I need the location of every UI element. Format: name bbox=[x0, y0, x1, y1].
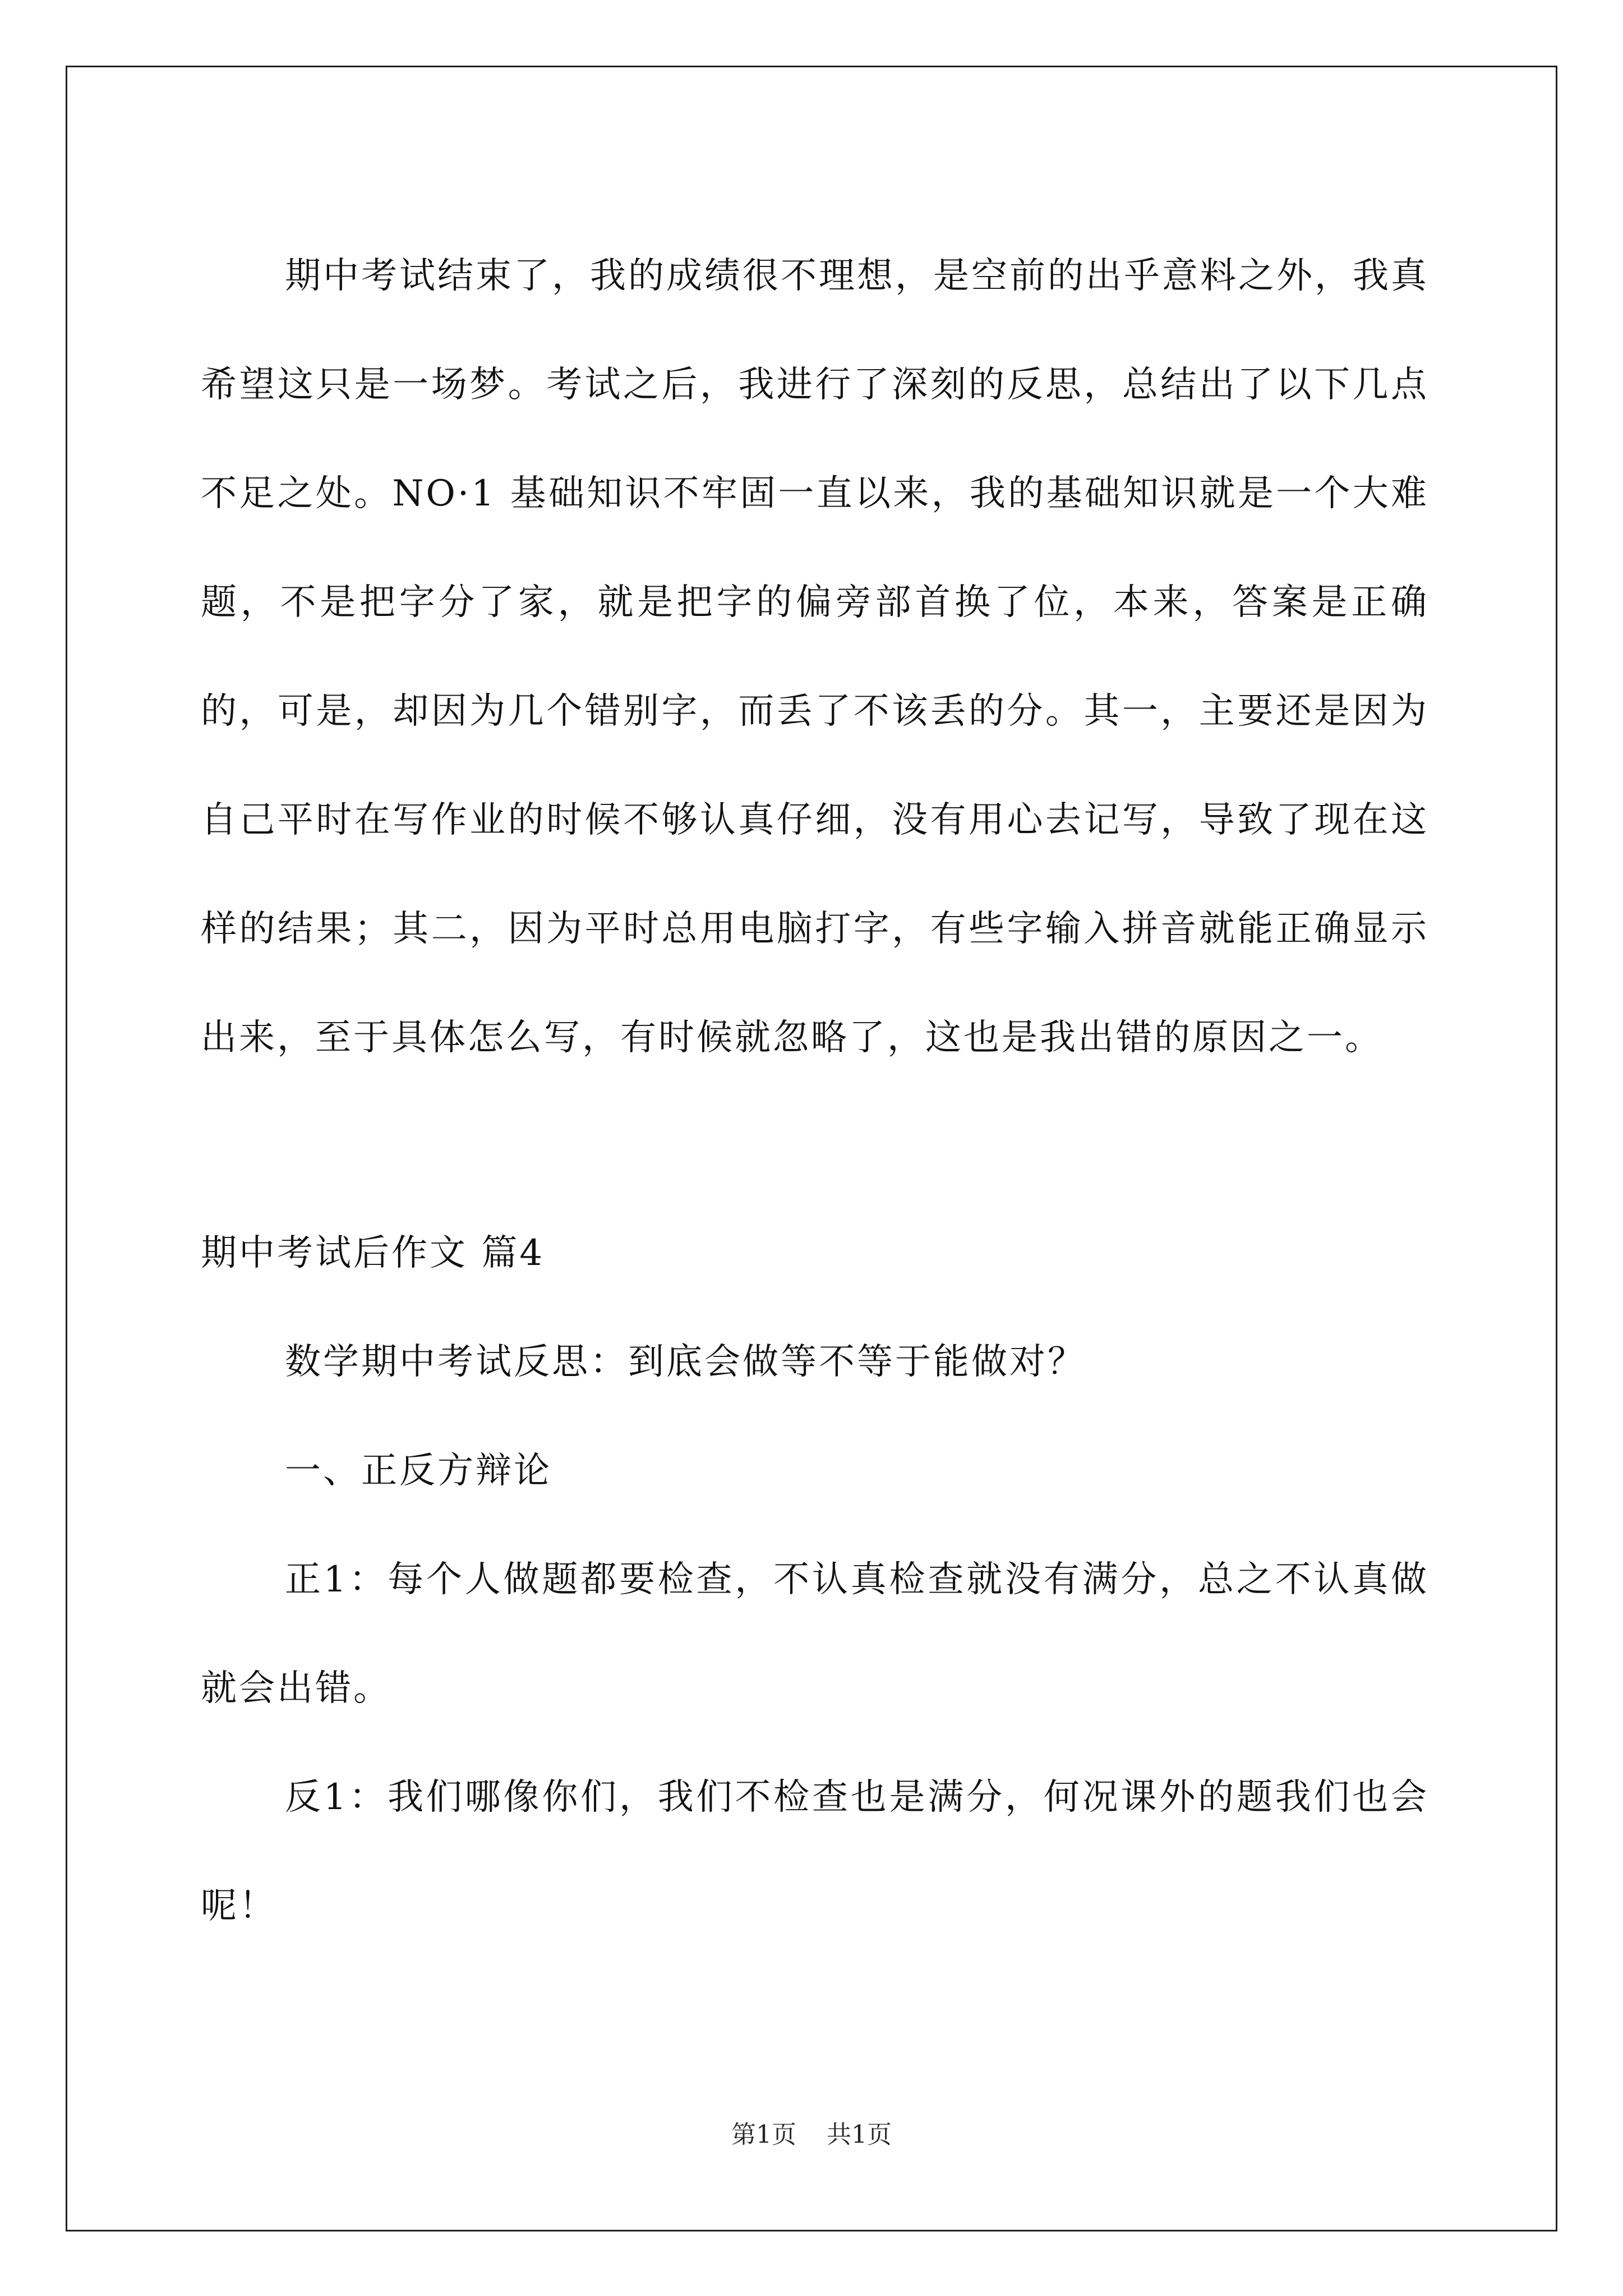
paragraph-con-1: 反1：我们哪像你们，我们不检查也是满分，何况课外的题我们也会呢！ bbox=[201, 1777, 1429, 1927]
paragraph-pro-1: 正1：每个人做题都要检查，不认真检查就没有满分，总之不认真做就会出错。 bbox=[201, 1559, 1429, 1709]
paragraph-math-reflection-title: 数学期中考试反思：到底会做等不等于能做对？ bbox=[285, 1341, 1086, 1383]
document-body bbox=[201, 222, 1429, 1961]
section-title: 期中考试后作文 篇4 bbox=[201, 1232, 545, 1274]
page-number-total: 共1页 bbox=[827, 2120, 892, 2149]
page-footer bbox=[0, 2118, 1623, 2152]
paragraph-exam-reflection: 期中考试结束了，我的成绩很不理想，是空前的出乎意料之外，我真希望这只是一场梦。考试之后，我进行了深刻的反思，总结出了以下几点不足之处。NO·1 基础知识不牢固一直以来，我的基础知识就是一个大难题，不是把字分了家，就是把字的偏旁部首换了位，本来，答案是正确的，可是，却因为几个错别字，而丢了不该丢的分。其一，主要还是因为自己平时在写作业的时候不够认真仔细，没有用心去记写，导致了现在这样的结果；其二，因为平时总用电脑打字，有些字输入拼音就能正确显示出来，至于具体怎么写，有时候就忽略了，这也是我出错的原因之一。 bbox=[201, 255, 1429, 1059]
spacer bbox=[201, 1092, 1429, 1199]
page-number-current: 第1页 bbox=[731, 2120, 796, 2149]
paragraph-debate-heading: 一、正反方辩论 bbox=[285, 1450, 552, 1492]
